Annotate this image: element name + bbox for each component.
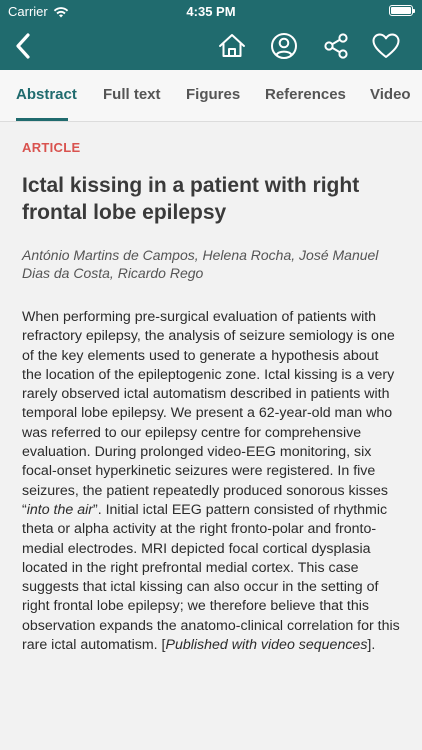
share-icon bbox=[321, 31, 351, 61]
abstract-part-3: ]. bbox=[367, 637, 376, 654]
back-chevron-icon bbox=[9, 31, 39, 61]
section-tabs bbox=[0, 70, 422, 122]
home-button[interactable] bbox=[216, 30, 248, 62]
profile-button[interactable] bbox=[268, 30, 300, 62]
status-bar bbox=[0, 0, 422, 22]
tab-full-text[interactable]: Full text bbox=[103, 86, 161, 103]
tab-abstract[interactable]: Abstract bbox=[16, 86, 77, 103]
tab-references[interactable]: References bbox=[265, 86, 346, 103]
favorite-button[interactable] bbox=[370, 30, 402, 62]
home-icon bbox=[217, 31, 247, 61]
favorite-heart-icon bbox=[371, 31, 401, 61]
profile-icon bbox=[269, 31, 299, 61]
article-authors: António Martins de Campos, Helena Rocha, José Manuel Dias da Costa, Ricardo Rego bbox=[22, 247, 379, 281]
back-button[interactable] bbox=[8, 30, 40, 62]
article-title: Ictal kissing in a patient with right frontal lobe epilepsy bbox=[22, 174, 360, 224]
clock: 4:35 PM bbox=[186, 4, 236, 19]
abstract-emphasis-2: Published with video sequences bbox=[165, 637, 368, 654]
article-type-label: ARTICLE bbox=[22, 140, 81, 155]
abstract-part-2: ”. Initial ictal EEG pattern consisted of rhythmic theta or alpha activity at the right fronto-polar and fronto-medial electrodes. MRI depicted focal cortical dysplasia located in the right prefrontal medial cortex. This case suggests that ictal kissing can also occur in the setting of right frontal lobe epilepsy; we therefore believe that this observation expands the anatomo-clinical correlation for this rare ictal automatism. [ bbox=[22, 501, 400, 654]
tab-figures[interactable]: Figures bbox=[186, 86, 241, 103]
article-content bbox=[22, 140, 402, 655]
abstract-part-1: When performing pre-surgical evaluation of patients with refractory epilepsy, the analysis of seizure semiology is one of the key elements used to generate a hypothesis about the location of the epileptogenic zone. Ictal kissing is a very rarely observed ictal automatism described in patients with temporal lobe epilepsy. We present a 62-year-old man who was referred to our epilepsy centre for comprehensive evaluation. During prolonged video-EEG monitoring, six focal-onset hyperkinetic seizures were registered. In five seizures, the patient repeatedly produced sonorous kisses “ bbox=[22, 309, 395, 518]
tab-video[interactable]: Video bbox=[370, 86, 411, 103]
battery-icon bbox=[389, 5, 413, 16]
navigation-bar bbox=[0, 22, 422, 70]
share-button[interactable] bbox=[320, 30, 352, 62]
abstract-emphasis-1: into the air bbox=[26, 501, 93, 518]
abstract-text bbox=[22, 308, 402, 655]
carrier-label: Carrier bbox=[8, 4, 48, 19]
active-tab-indicator bbox=[16, 118, 68, 121]
